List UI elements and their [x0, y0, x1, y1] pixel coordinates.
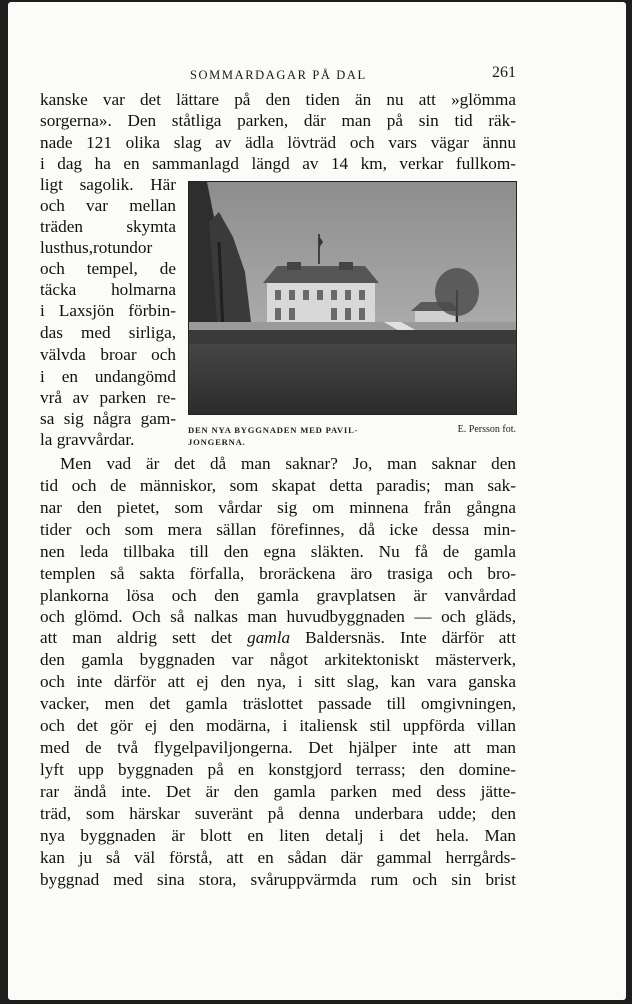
text-line: plankorna lösa och den gamla gravplatsen är vanvårdad [40, 586, 516, 605]
figure-caption [188, 424, 408, 448]
text-line: kanske var det lättare på den tiden än nu att »glömma [40, 90, 516, 109]
text-line: i dag ha en sammanlagd längd av 14 km, verkar fullkom- [40, 154, 516, 173]
text-line: kan ju så väl förstå, att en sådan där gammal herrgårds- [40, 848, 516, 867]
text-line: välvda broar och [40, 345, 176, 364]
text-line: tider och som mera sällan förefinnes, då icke dessa min- [40, 520, 516, 539]
text-line: och var mellan [40, 196, 176, 215]
text-line: das med sirliga, [40, 323, 176, 342]
caption-line: DEN NYA BYGGNADEN MED PAVIL- [188, 425, 359, 435]
page-header [40, 64, 516, 86]
text-line: byggnad med sina stora, svåruppvärmda rum och sin brist [40, 870, 516, 889]
text-line: lusthus,rotundor [40, 238, 153, 257]
text-line: nade 121 olika slag av ädla lövträd och vars vägar ännu [40, 133, 516, 152]
text-line: vacker, men det gamla träslottet passade till omgivningen, [40, 694, 516, 713]
text-line: lyft upp byggnaden på en konstgjord terrass; den domine- [40, 760, 516, 779]
text-line: nya byggnaden är blott en liten detalj i det hela. Man [40, 826, 516, 845]
photograph-villa [188, 181, 517, 415]
text-line: Men vad är det då man saknar? Jo, man saknar den [60, 454, 516, 473]
caption-line: JONGERNA. [188, 437, 246, 447]
text-line: tid och de människor, som skapat detta paradis; man sak- [40, 476, 516, 495]
running-title: SOMMARDAGAR PÅ DAL [190, 68, 367, 82]
text-line: templen så sakta förfalla, broräckena äro trasiga och bro- [40, 564, 516, 583]
text-line: den gamla byggnaden var något arkitektoniskt mästerverk, [40, 650, 516, 669]
text-line: nen leda tillbaka till den egna släkten. Nu få de gamla [40, 542, 516, 561]
text-line: täcka holmarna [40, 280, 176, 299]
text-line: i en undangömd [40, 367, 176, 386]
text-line: i Laxsjön förbin- [40, 301, 176, 320]
text-line: nar den pietet, som vårdar sig om minnena från gångna [40, 498, 516, 517]
photo-credit: E. Persson fot. [457, 424, 516, 435]
text-line: att man aldrig sett det gamla Baldersnäs. Inte därför att [40, 628, 516, 647]
text-line: och inte därför att ej den nya, i sitt slag, kan vara ganska [40, 672, 516, 691]
text-line: träd, som härskar suveränt på denna underbara udde; den [40, 804, 516, 823]
page-number: 261 [492, 64, 516, 81]
text-line: och det gör ej den modärna, i italiensk stil uppförda villan [40, 716, 516, 735]
text-line: med de två flygelpaviljongerna. Det hjälper inte att man [40, 738, 516, 757]
text-line: vrå av parken re- [40, 388, 176, 407]
text-line: och glömd. Och så nalkas man huvudbyggnaden — och gläds, [40, 607, 516, 626]
text-line: sa sig några gam- [40, 409, 176, 428]
text-line: rar ändå inte. Det är den gamla parken med dess jätte- [40, 782, 516, 801]
text-line: och tempel, de [40, 259, 176, 278]
text-line: ligt sagolik. Här [40, 175, 176, 194]
text-line: la gravvårdar. [40, 430, 135, 449]
text-line: träden skymta [40, 217, 176, 236]
text-line: sorgerna». Den ståtliga parken, där man på sin tid räk- [40, 111, 516, 130]
